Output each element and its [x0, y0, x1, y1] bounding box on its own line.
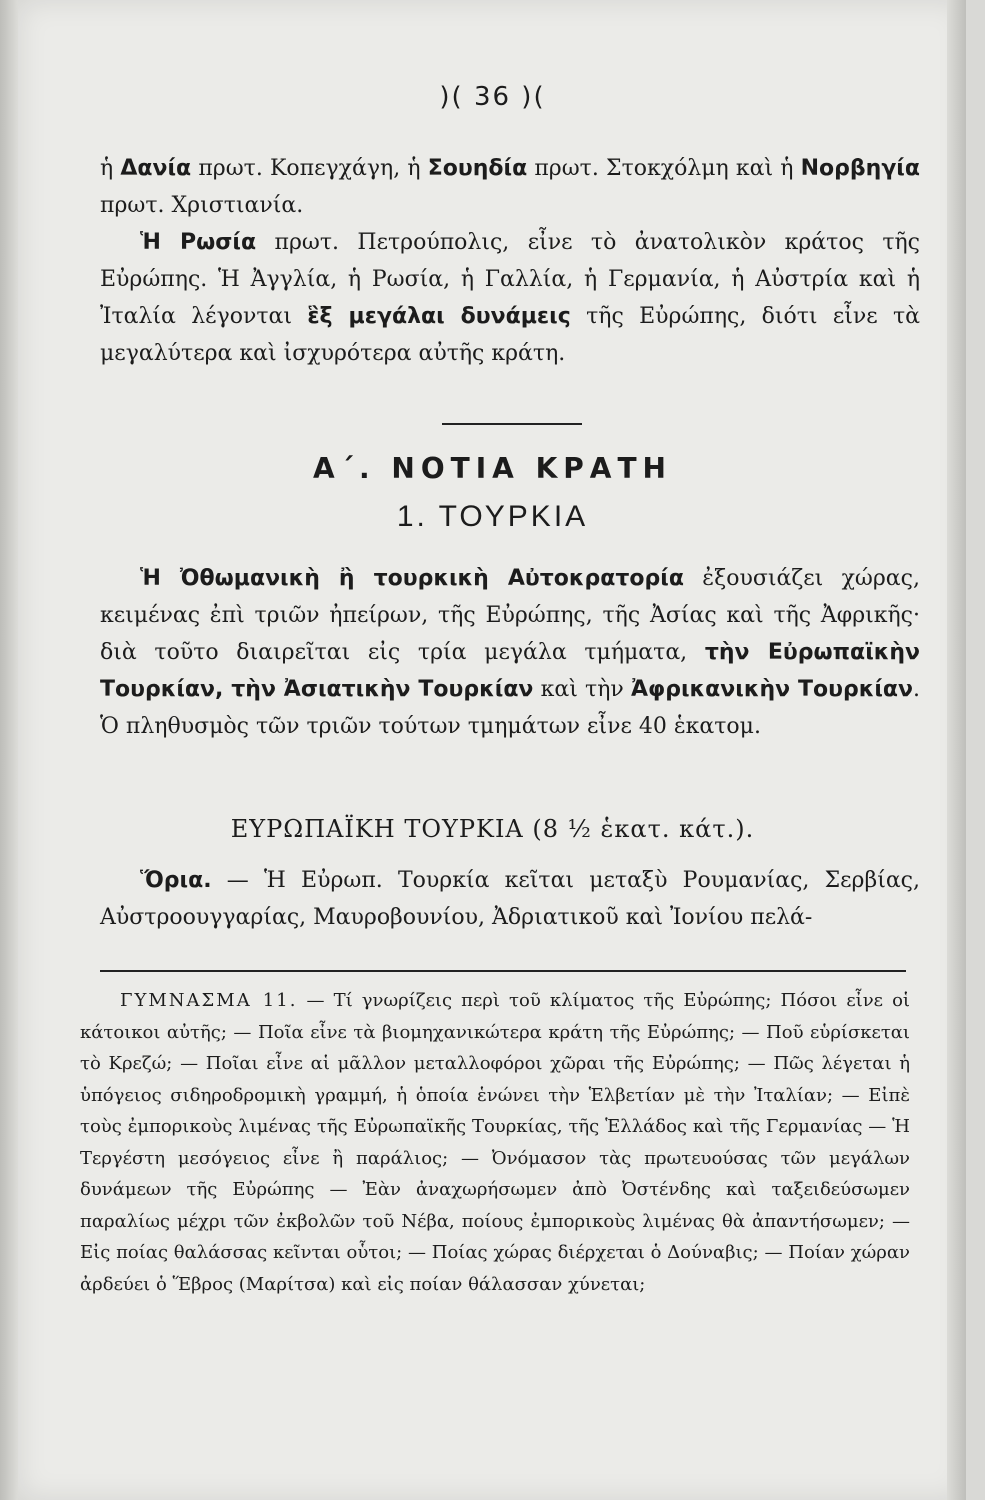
term-ottoman-empire: Ἡ Ὀθωμανικὴ ἢ τουρκικὴ Αὐτοκρατορία	[140, 566, 684, 591]
term-norway: Νορβηγία	[800, 156, 920, 181]
exercise-label: ΓΥΜΝΑΣΜΑ 11.	[120, 990, 298, 1011]
exercise-block	[80, 985, 910, 1300]
term-denmark: Δανία	[120, 156, 192, 181]
paragraph-nordic: ἡ Δανία πρωτ. Κοπεγχάγη, ἡ Σουηδία πρωτ. Στοκχόλμη καὶ ἡ Νορβηγία πρωτ. Χριστιανία.	[100, 156, 920, 218]
section-title: Α΄. ΝΟΤΙΑ ΚΡΑΤΗ	[312, 452, 672, 485]
term-borders: Ὅρια.	[140, 868, 212, 893]
section-rule	[442, 423, 582, 425]
term-european-turkey: τὴν Εὐρωπαϊκὴν Τουρκίαν, τὴν Ἀσιατικὴν Τουρκίαν	[100, 640, 921, 702]
paragraph-borders: Ὅρια. — Ἡ Εὐρωπ. Τουρκία κεῖται μεταξὺ Ρουμανίας, Σερβίας, Αὐστροουγγαρίας, Μαυροβουνίου, Ἀδριατικοῦ καὶ Ἰονίου πελά-	[100, 868, 920, 930]
page-edge-left	[0, 0, 18, 1500]
term-russia: Ἡ Ρωσία	[140, 230, 257, 255]
page-edge-right	[947, 0, 966, 1500]
exercise-text: — Τί γνωρίζεις περὶ τοῦ κλίματος τῆς Εὐρώπης; Πόσοι εἶνε οἱ κάτοικοι αὐτῆς; — Ποῖα εἶνε τὰ βιομηχανικώτερα κράτη τῆς Εὐρώπης; — Ποῦ εὑρίσκεται τὸ Κρεζώ; — Ποῖαι εἶνε αἱ μᾶλλον μεταλλοφόροι χῶραι τῆς Εὐρώπης; — Πῶς λέγεται ἡ ὑπόγειος σιδηροδρομικὴ γραμμή, ἡ ὁποία ἑνώνει τὴν Ἑλβετίαν μὲ τὴν Ἰταλίαν; — Εἰπὲ τοὺς ἐμπορικοὺς λιμένας τῆς Εὐρωπαϊκῆς Τουρκίας, τῆς Ἑλλάδος καὶ τῆς Γερμανίας — Ἡ Τεργέστη μεσόγειος εἶνε ἢ παράλιος; — Ὀνόμασον τὰς πρωτευούσας τῶν μεγάλων δυνάμεων τῆς Εὐρώπης — Ἐὰν ἀναχωρήσωμεν ἀπὸ Ὀστένδης καὶ ταξειδεύσωμεν παραλίως μέχρι τῶν ἐκβολῶν τοῦ Νέβα, ποίους ἐμπορικοὺς λιμένας θὰ ἀπαντήσωμεν; — Εἰς ποίας θαλάσσας κεῖνται οὗτοι; — Ποίας χώρας διέρχεται ὁ Δούναβις; — Ποίαν χώραν ἀρδεύει ὁ Ἕβρος (Μαρίτσα) καὶ εἰς ποίαν θάλασσαν χύνεται;	[80, 990, 910, 1295]
paragraph-ottoman-empire: Ἡ Ὀθωμανικὴ ἢ τουρκικὴ Αὐτοκρατορία ἐξουσιάζει χώρας, κειμένας ἐπὶ τριῶν ἠπείρων, τῆς Εὐρώπης, τῆς Ἀσίας καὶ τῆς Ἀφρικῆς· διὰ τοῦτο διαιρεῖται εἰς τρία μεγάλα τμήματα, τὴν Εὐρωπαϊκὴν Τουρκίαν, τὴν Ἀσιατικὴν Τουρκίαν καὶ τὴν Ἀφρικανικὴν Τουρκίαν. Ὁ πληθυσμὸς τῶν τριῶν τούτων τμημάτων εἶνε 40 ἑκατομ.	[100, 566, 921, 739]
footnote-divider	[100, 970, 906, 972]
section-subtitle: 1. ΤΟΥΡΚΙΑ	[396, 500, 589, 533]
european-turkey-heading: ΕΥΡΩΠΑΪΚΗ ΤΟΥΡΚΙΑ (8 ½ ἑκατ. κάτ.).	[230, 815, 755, 843]
term-sweden: Σουηδία	[427, 156, 528, 181]
section-nordic-russia	[100, 150, 920, 372]
term-african-turkey: Ἀφρικανικὴν Τουρκίαν	[630, 677, 913, 702]
term-great-powers: ἓξ μεγάλαι δυνάμεις	[307, 304, 571, 329]
paragraph-russia: Ἡ Ρωσία πρωτ. Πετρούπολις, εἶνε τὸ ἀνατολικὸν κράτος τῆς Εὐρώπης. Ἡ Ἀγγλία, ἡ Ρωσία, ἡ Γαλλία, ἡ Γερμανία, ἡ Αὐστρία καὶ ἡ Ἰταλία λέγονται ἓξ μεγάλαι δυνάμεις τῆς Εὐρώπης, διότι εἶνε τὰ μεγαλύτερα καὶ ἰσχυρότερα αὐτῆς κράτη.	[100, 230, 921, 366]
page-number: )( 36 )(	[439, 82, 546, 112]
